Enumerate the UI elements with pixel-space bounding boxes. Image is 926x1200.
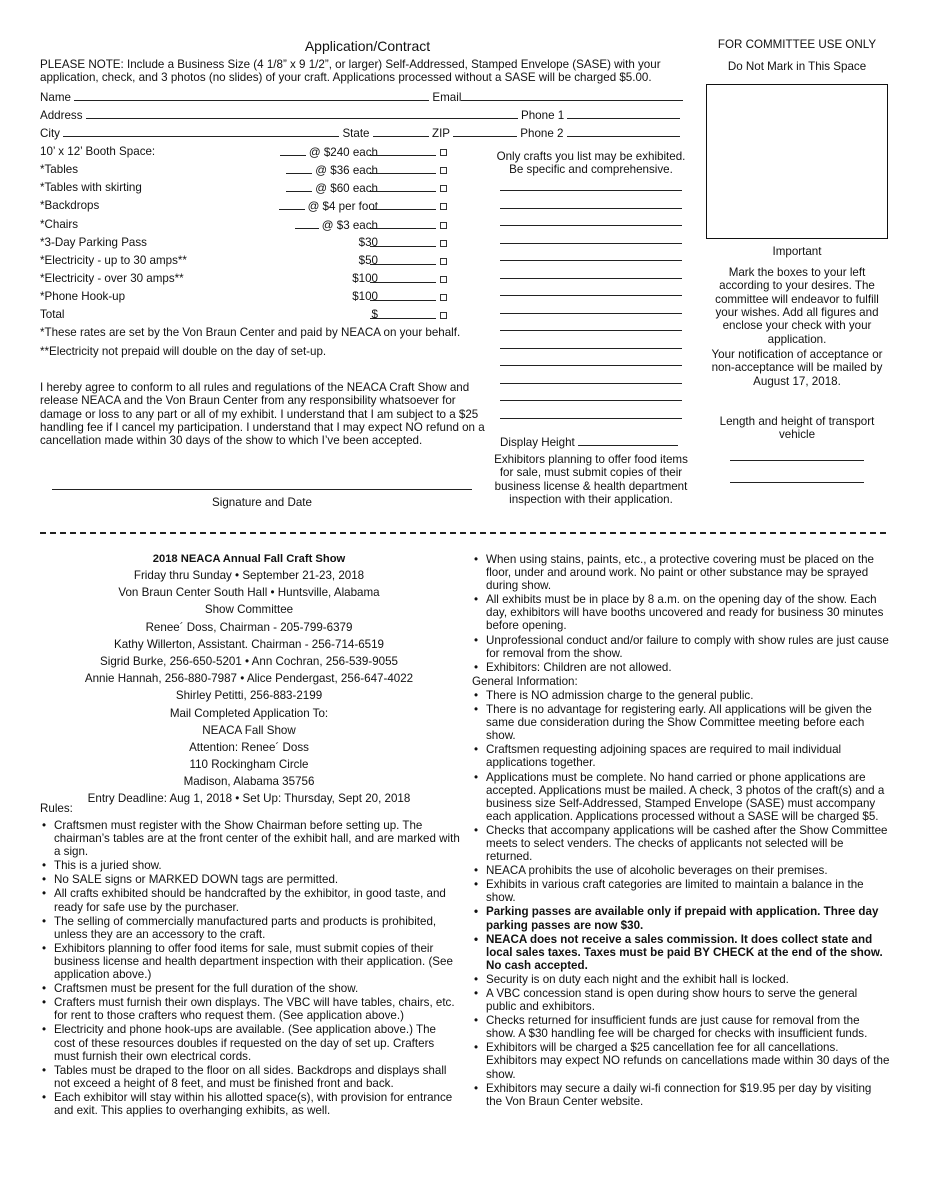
display-height-label: Display Height xyxy=(500,436,575,449)
address-field[interactable] xyxy=(86,108,518,119)
committee-subtitle: Do Not Mark in This Space xyxy=(727,60,867,73)
pricing-label: *Chairs xyxy=(40,217,79,231)
pricing-label: *Electricity - over 30 amps** xyxy=(40,272,184,286)
craft-line[interactable] xyxy=(500,190,682,191)
show-info-line: Madison, Alabama 35756 xyxy=(183,775,315,789)
display-height-row xyxy=(500,435,678,450)
rule-item: • Exhibits in various craft categories are limited to maintain a balance in the show. xyxy=(472,878,890,904)
signature-line[interactable] xyxy=(52,489,472,490)
show-info-line: Entry Deadline: Aug 1, 2018 • Set Up: Thursday, Sept 20, 2018 xyxy=(87,792,411,806)
pricing-label: *Electricity - up to 30 amps** xyxy=(40,253,187,267)
rule-item: • Craftsmen must register with the Show Chairman before setting up. The chairman’s tables are at the front center of the exhibit hall, and are marked with a sign. xyxy=(40,819,460,858)
pricing-row xyxy=(40,181,460,195)
craft-line[interactable] xyxy=(500,225,682,226)
amount-field[interactable] xyxy=(370,199,436,210)
pricing-price: @ $240 each xyxy=(308,146,378,159)
rule-item: • When using stains, paints, etc., a protective covering must be placed on the floor, under and around work. No paint or other substance may be sprayed during show. xyxy=(472,553,890,592)
rule-item: • Crafters must furnish their own displays. The VBC will have tables, chairs, etc. for rent to those crafters who request them. (See application above.) xyxy=(40,996,460,1022)
pricing-row xyxy=(40,236,460,250)
rule-item: • All exhibits must be in place by 8 a.m. on the opening day of the show. Each day, exhibitors will have booths uncovered and ready for business 30 minutes before opening. xyxy=(472,593,890,632)
rule-item: • Electricity and phone hook-ups are available. (See application above.) The cost of these resources doubles if requested on the day of set up. Crafters must furnish their own electrical cords. xyxy=(40,1023,460,1062)
quantity-field[interactable] xyxy=(279,199,305,210)
pricing-price: $50 xyxy=(358,253,378,267)
rules-left xyxy=(40,819,460,1118)
show-info-line: 110 Rockingham Circle xyxy=(189,758,309,772)
craft-line[interactable] xyxy=(500,365,682,366)
pricing-price: $30 xyxy=(358,235,378,249)
agreement-text: I hereby agree to conform to all rules and regulations of the NEACA Craft Show and release NEACA and the Von Braun Center from any responsibility whatsoever for damage or loss to any part or all of my exhibit. I understand that I am subject to a $25 handling fee if I cancel my participation. I understand that I may expect NO refund on a cancellation made within 30 days of the show to which I’ve been accepted. xyxy=(40,381,485,448)
amount-field[interactable] xyxy=(370,308,436,322)
email-field[interactable] xyxy=(461,90,683,101)
pricing-checkbox[interactable] xyxy=(440,185,447,192)
show-info xyxy=(40,569,458,810)
rule-item: • Craftsmen requesting adjoining spaces are required to mail individual applications together. xyxy=(472,743,890,769)
rule-item: • Craftsmen must be present for the full duration of the show. xyxy=(40,982,460,995)
show-info-line: Annie Hannah, 256-880-7987 • Alice Pendergast, 256-647-4022 xyxy=(84,672,414,686)
cut-line xyxy=(40,532,886,534)
city-label: City xyxy=(40,127,60,140)
rule-item: • All crafts exhibited should be handcrafted by the exhibitor, in good taste, and ready for safe use by the purchaser. xyxy=(40,887,460,913)
committee-box xyxy=(706,84,888,239)
show-info-line: Attention: Renee´ Doss xyxy=(189,740,309,754)
pricing-price: @ $3 each xyxy=(321,218,378,232)
rule-item: • The selling of commercially manufactured parts and products is prohibited, unless they are an accessory to the craft. xyxy=(40,915,460,941)
pricing-label: 10’ x 12’ Booth Space: xyxy=(40,145,156,158)
rule-item: • Tables must be draped to the floor on all sides. Backdrops and displays shall not exceed a height of 8 feet, and must be finished front and back. xyxy=(40,1064,460,1090)
amount-field[interactable] xyxy=(370,145,436,156)
show-info-line: Mail Completed Application To: xyxy=(169,706,329,720)
general-heading: General Information: xyxy=(472,674,578,688)
food-note: Exhibitors planning to offer food items for sale, must submit copies of their business license & health department inspection with their application. xyxy=(494,453,688,506)
craft-line[interactable] xyxy=(500,348,682,349)
rule-item: • There is NO admission charge to the general public. xyxy=(472,689,890,702)
pricing-price: $100 xyxy=(352,290,378,304)
rules-right xyxy=(472,553,890,1109)
pricing-row xyxy=(40,145,460,159)
committee-instructions: Mark the boxes to your left according to your desires. The committee will endeavor to fulfill your wishes. Add all figures and enclose your check with your application. xyxy=(715,266,879,346)
pricing-label: *3-Day Parking Pass xyxy=(40,235,147,249)
pricing-row xyxy=(40,163,460,177)
rule-item: • There is no advantage for registering early. All applications will be given the same due consideration during the Show Committee meeting before each show. xyxy=(472,703,890,742)
amount-field[interactable] xyxy=(370,236,436,247)
address-row xyxy=(40,108,690,122)
craft-line[interactable] xyxy=(500,260,682,261)
city-field[interactable] xyxy=(63,126,339,137)
rule-item: • A VBC concession stand is open during show hours to serve the general public and exhibitors. xyxy=(472,987,890,1013)
pricing-row xyxy=(40,199,460,213)
show-info-line: Kathy Willerton, Assistant. Chairman - 256-714-6519 xyxy=(113,637,384,651)
rule-item: • No SALE signs or MARKED DOWN tags are permitted. xyxy=(40,873,460,886)
craft-line[interactable] xyxy=(500,383,682,384)
rule-item: • Each exhibitor will stay within his allotted space(s), with provision for entrance and exit. This applies to overhanging exhibits, as well. xyxy=(40,1091,460,1117)
pricing-label: *Tables with skirting xyxy=(40,181,142,195)
pricing-checkbox[interactable] xyxy=(440,222,447,229)
show-info-line: Friday thru Sunday • September 21-23, 2018 xyxy=(133,569,365,582)
craft-line[interactable] xyxy=(500,243,682,244)
pricing-label: *Tables xyxy=(40,163,79,177)
signature-label: Signature and Date xyxy=(212,496,312,509)
committee-title: FOR COMMITTEE USE ONLY xyxy=(717,38,877,51)
amount-field[interactable] xyxy=(370,290,436,301)
show-info-line: Renee´ Doss, Chairman - 205-799-6379 xyxy=(145,620,353,634)
amount-field[interactable] xyxy=(370,163,436,174)
amount-field[interactable] xyxy=(370,181,436,192)
committee-important: Important xyxy=(772,245,822,258)
state-field[interactable] xyxy=(373,126,429,137)
rule-item: • Exhibitors may secure a daily wi-fi connection for $19.95 per day by visiting the Von Braun Center website. xyxy=(472,1082,890,1108)
page-title: Application/Contract xyxy=(304,38,431,54)
rule-item: • NEACA does not receive a sales commission. It does collect state and local sales taxes. Taxes must be paid BY CHECK at the end of the show. No cash accepted. xyxy=(472,933,890,972)
email-label: Email xyxy=(432,91,462,104)
pricing-checkbox[interactable] xyxy=(440,203,447,210)
vehicle-height-line[interactable] xyxy=(730,482,864,483)
pricing-label: *Phone Hook-up xyxy=(40,290,126,304)
pricing-checkbox[interactable] xyxy=(440,149,447,156)
quantity-field[interactable] xyxy=(295,218,319,229)
phone1-field[interactable] xyxy=(567,108,680,119)
show-info-line: Sigrid Burke, 256-650-5201 • Ann Cochran, 256-539-9055 xyxy=(100,654,398,668)
craft-line[interactable] xyxy=(500,278,682,279)
pricing-price: @ $4 per foot xyxy=(307,200,378,214)
pricing-price-cell xyxy=(286,181,378,196)
show-info-line: Von Braun Center South Hall • Huntsville, Alabama xyxy=(118,586,380,600)
rules-heading: Rules: xyxy=(40,802,73,815)
crafts-instruction: Only crafts you list may be exhibited. Be specific and comprehensive. xyxy=(496,150,686,177)
amount-field[interactable] xyxy=(370,218,436,229)
zip-label: ZIP xyxy=(431,127,450,140)
show-info-line: NEACA Fall Show xyxy=(202,723,296,737)
craft-line[interactable] xyxy=(500,330,682,331)
pricing-checkbox[interactable] xyxy=(440,276,447,283)
rule-item: • Security is on duty each night and the exhibit hall is locked. xyxy=(472,973,890,986)
craft-line[interactable] xyxy=(500,313,682,314)
pricing-price-cell xyxy=(295,218,378,233)
pricing-price: $100 xyxy=(352,272,378,286)
rule-item: • Exhibitors: Children are not allowed. xyxy=(472,661,890,674)
phone2-label: Phone 2 xyxy=(520,127,564,140)
pricing-row xyxy=(40,218,460,232)
rule-item: • Applications must be complete. No hand carried or phone applications are accepted. Applications must be mailed. A check, 3 photos of the craft(s) and a business size Self-Addressed, Stamped Envelope (SASE) must accompany each application. Applications processed without a SASE will be charged $5. xyxy=(472,771,890,823)
rule-item: • Exhibitors planning to offer food items for sale, must submit copies of their business license and health department inspection with their application. (See application above.) xyxy=(40,942,460,981)
zip-field[interactable] xyxy=(453,126,517,137)
vehicle-length-line[interactable] xyxy=(730,460,864,461)
rule-item: • Checks returned for insufficient funds are just cause for removal from the show. A $30 handling fee will be charged for checks with insufficient funds. xyxy=(472,1014,890,1040)
pricing-checkbox[interactable] xyxy=(440,294,447,301)
phone1-label: Phone 1 xyxy=(521,109,565,122)
pricing-price-cell xyxy=(279,199,378,214)
display-height-field[interactable] xyxy=(578,435,678,446)
craft-line[interactable] xyxy=(500,418,682,419)
rule-item: • This is a juried show. xyxy=(40,859,460,872)
electricity-note: **Electricity not prepaid will double on the day of set-up. xyxy=(40,345,327,358)
pricing-price: @ $36 each xyxy=(315,164,378,178)
rule-item: • Unprofessional conduct and/or failure to comply with show rules are just cause for removal from the show. xyxy=(472,634,890,660)
craft-line[interactable] xyxy=(500,400,682,401)
address-label: Address xyxy=(40,109,83,122)
pricing-price: @ $60 each xyxy=(315,182,378,196)
phone2-field[interactable] xyxy=(567,126,680,137)
quantity-field[interactable] xyxy=(286,163,312,174)
header-note: PLEASE NOTE: Include a Business Size (4 1/8” x 9 1/2”, or larger) Self-Addressed, Stamped Envelope (SASE) with your application, check, and 3 photos (no slides) of your craft. Applications processed without a SASE will be charged $5.00. xyxy=(40,58,661,85)
state-label: State xyxy=(342,127,370,140)
pricing-label: Total xyxy=(40,308,65,322)
craft-line[interactable] xyxy=(500,208,682,209)
pricing-label: *Backdrops xyxy=(40,199,100,213)
amount-field[interactable] xyxy=(370,254,436,265)
city-row xyxy=(40,126,690,140)
rule-item: • NEACA prohibits the use of alcoholic beverages on their premises. xyxy=(472,864,890,877)
pricing-checkbox[interactable] xyxy=(440,312,447,319)
amount-field[interactable] xyxy=(370,272,436,283)
craft-line[interactable] xyxy=(500,295,682,296)
name-row xyxy=(40,90,690,104)
quantity-field[interactable] xyxy=(280,145,306,156)
pricing-row xyxy=(40,254,460,268)
show-info-line: Shirley Petitti, 256-883-2199 xyxy=(175,689,323,703)
pricing-price-cell xyxy=(280,145,378,160)
committee-notification: Your notification of acceptance or non-acceptance will be mailed by August 17, 2018. xyxy=(711,348,883,388)
show-title: 2018 NEACA Annual Fall Craft Show xyxy=(152,553,346,565)
pricing-checkbox[interactable] xyxy=(440,167,447,174)
show-info-line: Show Committee xyxy=(204,603,294,617)
pricing-price-cell xyxy=(286,163,378,178)
pricing-row xyxy=(40,290,460,304)
rule-item: • Parking passes are available only if prepaid with application. Three day parking passes are now $30. xyxy=(472,905,890,931)
rule-item: • Checks that accompany applications will be cashed after the Show Committee meets to select venders. The checks of applicants not selected will be returned. xyxy=(472,824,890,863)
quantity-field[interactable] xyxy=(286,181,312,192)
pricing-checkbox[interactable] xyxy=(440,240,447,247)
pricing-row xyxy=(40,272,460,286)
name-label: Name xyxy=(40,91,71,104)
name-field[interactable] xyxy=(74,90,429,101)
pricing-checkbox[interactable] xyxy=(440,258,447,265)
pricing-row xyxy=(40,308,460,322)
pricing-price: $ xyxy=(371,308,378,322)
vehicle-label: Length and height of transport vehicle xyxy=(719,415,875,442)
rule-item: • Exhibitors will be charged a $25 cancellation fee for all cancellations. Exhibitors may expect NO refunds on cancellations made within 30 days of the show. xyxy=(472,1041,890,1080)
rates-note: *These rates are set by the Von Braun Center and paid by NEACA on your behalf. xyxy=(40,326,461,339)
